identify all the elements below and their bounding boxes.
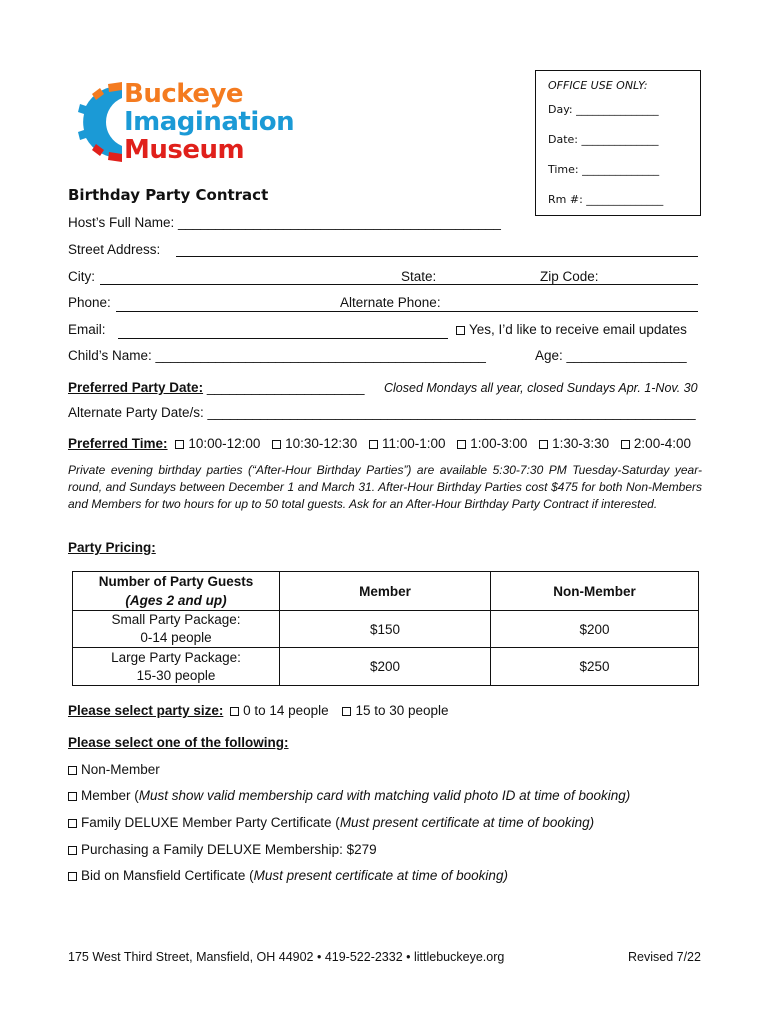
checkbox-icon[interactable]	[272, 440, 281, 449]
party-size-option[interactable]: 15 to 30 people	[342, 703, 448, 718]
alternate-date-field[interactable]: Alternate Party Date/s: _________________________________________________________________	[68, 405, 696, 420]
office-room[interactable]: Rm #: ______________	[548, 193, 664, 206]
closed-note: Closed Mondays all year, closed Sundays Apr. 1-Nov. 30	[384, 381, 698, 395]
office-time[interactable]: Time: ______________	[548, 163, 660, 176]
option-purchase-membership[interactable]: Purchasing a Family DELUXE Membership: $279	[68, 842, 377, 857]
alt-phone-label: Alternate Phone:	[340, 295, 441, 310]
time-option[interactable]: 11:00-1:00	[369, 436, 446, 451]
select-one-heading: Please select one of the following:	[68, 735, 289, 750]
time-option[interactable]: 2:00-4:00	[621, 436, 691, 451]
checkbox-icon[interactable]	[175, 440, 184, 449]
large-member-price: $200	[280, 648, 491, 686]
table-header-row	[73, 572, 699, 611]
footer-address: 175 West Third Street, Mansfield, OH 44902 • 419-522-2332 • littlebuckeye.org	[68, 950, 505, 964]
preferred-time-row	[68, 436, 691, 451]
table-row	[73, 648, 699, 686]
logo-line-1: Buckeye	[124, 79, 244, 109]
logo-line-3: Museum	[124, 135, 245, 165]
email-optin-checkbox[interactable]	[456, 322, 687, 337]
footer-revised: Revised 7/22	[628, 950, 701, 964]
party-size-row	[68, 703, 449, 718]
party-size-option[interactable]: 0 to 14 people	[230, 703, 329, 718]
contract-title: Birthday Party Contract	[68, 186, 269, 204]
preferred-date-blank[interactable]: _____________________	[203, 380, 365, 395]
age-field[interactable]: Age: ________________	[535, 348, 687, 363]
zip-label: Zip Code:	[540, 269, 599, 284]
checkbox-icon[interactable]	[68, 846, 77, 855]
museum-logo	[78, 80, 308, 165]
small-package-cell: Small Party Package: 0-14 people	[73, 611, 280, 648]
city-line[interactable]	[100, 284, 698, 285]
office-day[interactable]: Day: _______________	[548, 103, 659, 116]
checkbox-icon[interactable]	[68, 872, 77, 881]
non-member-header: Non-Member	[491, 572, 699, 611]
checkbox-icon[interactable]	[68, 819, 77, 828]
checkbox-icon[interactable]	[369, 440, 378, 449]
time-option[interactable]: 1:30-3:30	[539, 436, 609, 451]
small-member-price: $150	[280, 611, 491, 648]
member-header: Member	[280, 572, 491, 611]
party-size-label: Please select party size:	[68, 703, 224, 718]
time-option[interactable]: 1:00-3:00	[457, 436, 527, 451]
table-row	[73, 611, 699, 648]
option-family-certificate[interactable]: Family DELUXE Member Party Certificate (Must present certificate at time of booking)	[68, 815, 594, 830]
checkbox-icon[interactable]	[457, 440, 466, 449]
preferred-date-row	[68, 380, 364, 395]
checkbox-icon[interactable]	[230, 707, 239, 716]
email-line[interactable]	[118, 338, 448, 339]
large-package-cell: Large Party Package: 15-30 people	[73, 648, 280, 686]
checkbox-icon[interactable]	[68, 766, 77, 775]
checkbox-icon[interactable]	[68, 792, 77, 801]
child-name-field[interactable]: Child’s Name: ____________________________________________	[68, 348, 486, 363]
checkbox-icon[interactable]	[342, 707, 351, 716]
checkbox-icon[interactable]	[621, 440, 630, 449]
option-member[interactable]: Member (Must show valid membership card with matching valid photo ID at time of booking)	[68, 788, 630, 803]
email-optin-label: Yes, I’d like to receive email updates	[469, 322, 687, 337]
gear-logo-icon	[78, 80, 126, 164]
office-heading: OFFICE USE ONLY:	[548, 79, 648, 92]
large-non-member-price: $250	[491, 648, 699, 686]
street-line[interactable]	[176, 256, 698, 257]
option-non-member[interactable]: Non-Member	[68, 762, 160, 777]
email-label: Email:	[68, 322, 106, 337]
checkbox-icon[interactable]	[456, 326, 465, 335]
office-date[interactable]: Date: ______________	[548, 133, 659, 146]
state-label: State:	[401, 269, 437, 284]
host-name-field[interactable]: Host’s Full Name: ___________________________________________	[68, 215, 501, 230]
pricing-heading: Party Pricing:	[68, 540, 156, 555]
time-option[interactable]: 10:30-12:30	[272, 436, 357, 451]
logo-line-2: Imagination	[124, 107, 295, 137]
office-use-box	[535, 70, 701, 216]
phone-label: Phone:	[68, 295, 111, 310]
checkbox-icon[interactable]	[539, 440, 548, 449]
small-non-member-price: $200	[491, 611, 699, 648]
option-bid-certificate[interactable]: Bid on Mansfield Certificate (Must present certificate at time of booking)	[68, 868, 508, 883]
guests-header: Number of Party Guests (Ages 2 and up)	[73, 572, 280, 611]
preferred-date-label: Preferred Party Date:	[68, 380, 204, 395]
pricing-table	[72, 571, 699, 686]
city-label: City:	[68, 269, 95, 284]
time-option[interactable]: 10:00-12:00	[175, 436, 260, 451]
street-label: Street Address:	[68, 242, 161, 257]
phone-line[interactable]	[116, 311, 698, 312]
preferred-time-label: Preferred Time:	[68, 436, 168, 451]
after-hours-paragraph: Private evening birthday parties (“After-Hour Birthday Parties”) are available 5:30-7:30 PM Tuesday-Saturday year-round, and Sundays between December 1 and March 31. After-Hour Birthday Parties cost $475 for both Non-Members and Members for two hours for up to 50 total guests. Ask for an After-Hour Birthday Party Contract if interested.	[68, 463, 702, 511]
